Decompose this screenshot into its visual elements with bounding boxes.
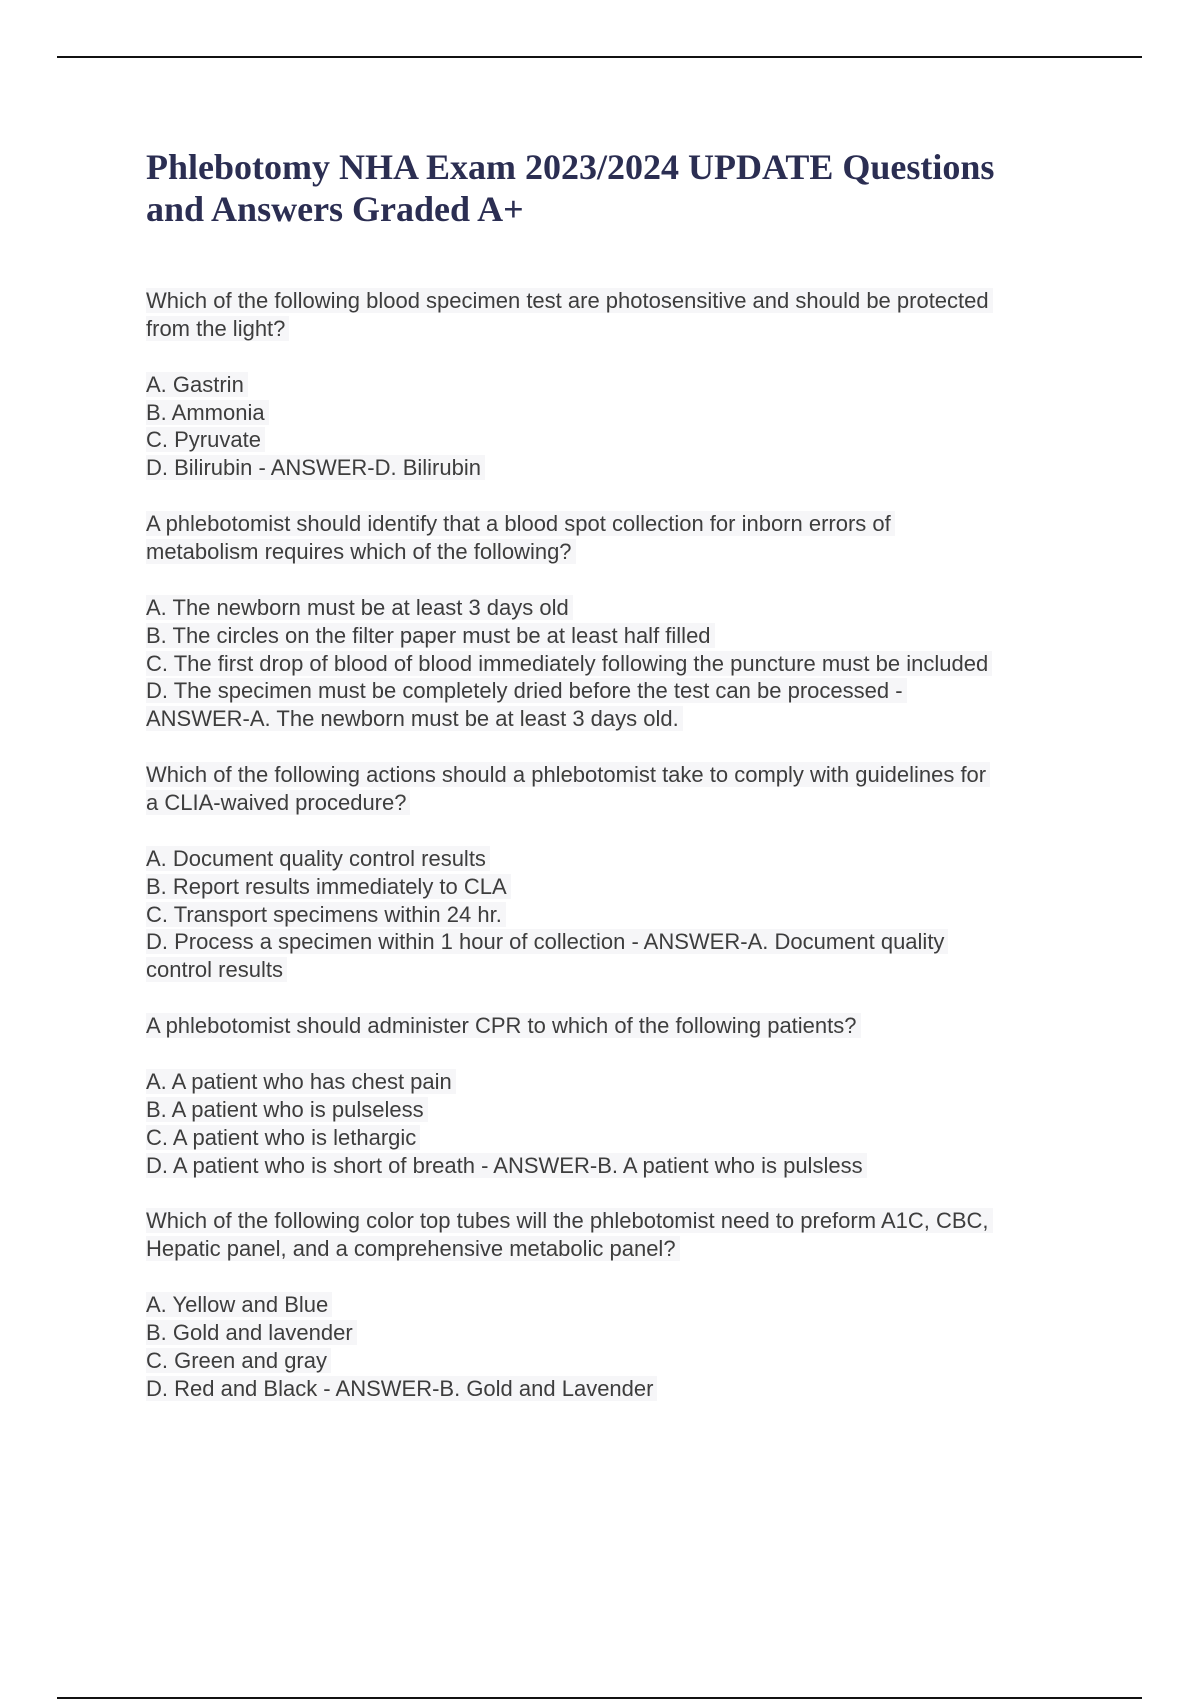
option-line-text: B. The circles on the filter paper must be at least half filled (146, 623, 715, 648)
question-block (146, 1207, 1146, 1402)
option-line-text: D. A patient who is short of breath - ANSWER-B. A patient who is pulsless (146, 1153, 867, 1178)
option-line (146, 1319, 1146, 1347)
footer-rule (57, 1697, 1142, 1699)
option-line-text: control results (146, 957, 287, 982)
option-line-text: D. The specimen must be completely dried before the test can be processed - (146, 678, 907, 703)
option-line (146, 956, 1146, 984)
option-line (146, 1375, 1146, 1403)
option-line (146, 650, 1146, 678)
question-line-text: Which of the following actions should a phlebotomist take to comply with guidelines for (146, 762, 990, 787)
question-line-text: A phlebotomist should administer CPR to which of the following patients? (146, 1013, 861, 1038)
option-line-text: D. Red and Black - ANSWER-B. Gold and Lavender (146, 1376, 657, 1401)
title-line: Phlebotomy NHA Exam 2023/2024 UPDATE Questions (146, 147, 995, 187)
question-line (146, 1235, 1146, 1263)
question-line (146, 510, 1146, 538)
option-line-text: ANSWER-A. The newborn must be at least 3 days old. (146, 706, 683, 731)
option-line-text: A. Yellow and Blue (146, 1292, 332, 1317)
option-line-text: C. The first drop of blood of blood immediately following the puncture must be included (146, 651, 992, 676)
option-line-text: C. Pyruvate (146, 427, 265, 452)
option-line-text: A. Document quality control results (146, 846, 490, 871)
question-line-text: Hepatic panel, and a comprehensive metabolic panel? (146, 1236, 680, 1261)
option-line (146, 901, 1146, 929)
option-line (146, 399, 1146, 427)
question-line (146, 761, 1146, 789)
question-block (146, 510, 1146, 733)
option-line (146, 845, 1146, 873)
option-line-text: C. Green and gray (146, 1348, 331, 1373)
option-line (146, 454, 1146, 482)
option-line-text: A. A patient who has chest pain (146, 1069, 456, 1094)
option-line (146, 1124, 1146, 1152)
question-line-text: a CLIA-waived procedure? (146, 790, 410, 815)
question-line (146, 287, 1146, 315)
option-line (146, 1068, 1146, 1096)
question-line-text: A phlebotomist should identify that a blood spot collection for inborn errors of (146, 511, 895, 536)
option-line-text: A. Gastrin (146, 372, 248, 397)
question-line (146, 315, 1146, 343)
option-line-text: C. A patient who is lethargic (146, 1125, 420, 1150)
question-line (146, 1207, 1146, 1235)
question-line (146, 538, 1146, 566)
question-line (146, 789, 1146, 817)
option-line-text: B. Report results immediately to CLA (146, 874, 511, 899)
question-block (146, 761, 1146, 984)
option-line-text: B. Ammonia (146, 400, 269, 425)
option-line (146, 371, 1146, 399)
option-line-text: B. Gold and lavender (146, 1320, 357, 1345)
option-line-text: D. Bilirubin - ANSWER-D. Bilirubin (146, 455, 485, 480)
option-line (146, 677, 1146, 705)
option-line-text: A. The newborn must be at least 3 days old (146, 595, 573, 620)
option-line (146, 928, 1146, 956)
question-line-text: Which of the following blood specimen test are photosensitive and should be protected (146, 288, 993, 313)
option-line (146, 1291, 1146, 1319)
option-line-text: C. Transport specimens within 24 hr. (146, 902, 506, 927)
title-line: and Answers Graded A+ (146, 189, 524, 229)
question-list (146, 287, 1146, 1403)
document-title (146, 146, 1106, 230)
option-line (146, 426, 1146, 454)
option-line (146, 873, 1146, 901)
option-line (146, 705, 1146, 733)
option-line-text: D. Process a specimen within 1 hour of collection - ANSWER-A. Document quality (146, 929, 948, 954)
option-line (146, 1152, 1146, 1180)
option-line-text: B. A patient who is pulseless (146, 1097, 428, 1122)
question-line-text: metabolism requires which of the following? (146, 539, 576, 564)
option-line (146, 622, 1146, 650)
question-line (146, 1012, 1146, 1040)
option-line (146, 1347, 1146, 1375)
question-block (146, 287, 1146, 482)
question-block (146, 1012, 1146, 1179)
question-line-text: from the light? (146, 316, 289, 341)
header-rule (57, 56, 1142, 58)
option-line (146, 594, 1146, 622)
option-line (146, 1096, 1146, 1124)
question-line-text: Which of the following color top tubes will the phlebotomist need to preform A1C, CBC, (146, 1208, 993, 1233)
